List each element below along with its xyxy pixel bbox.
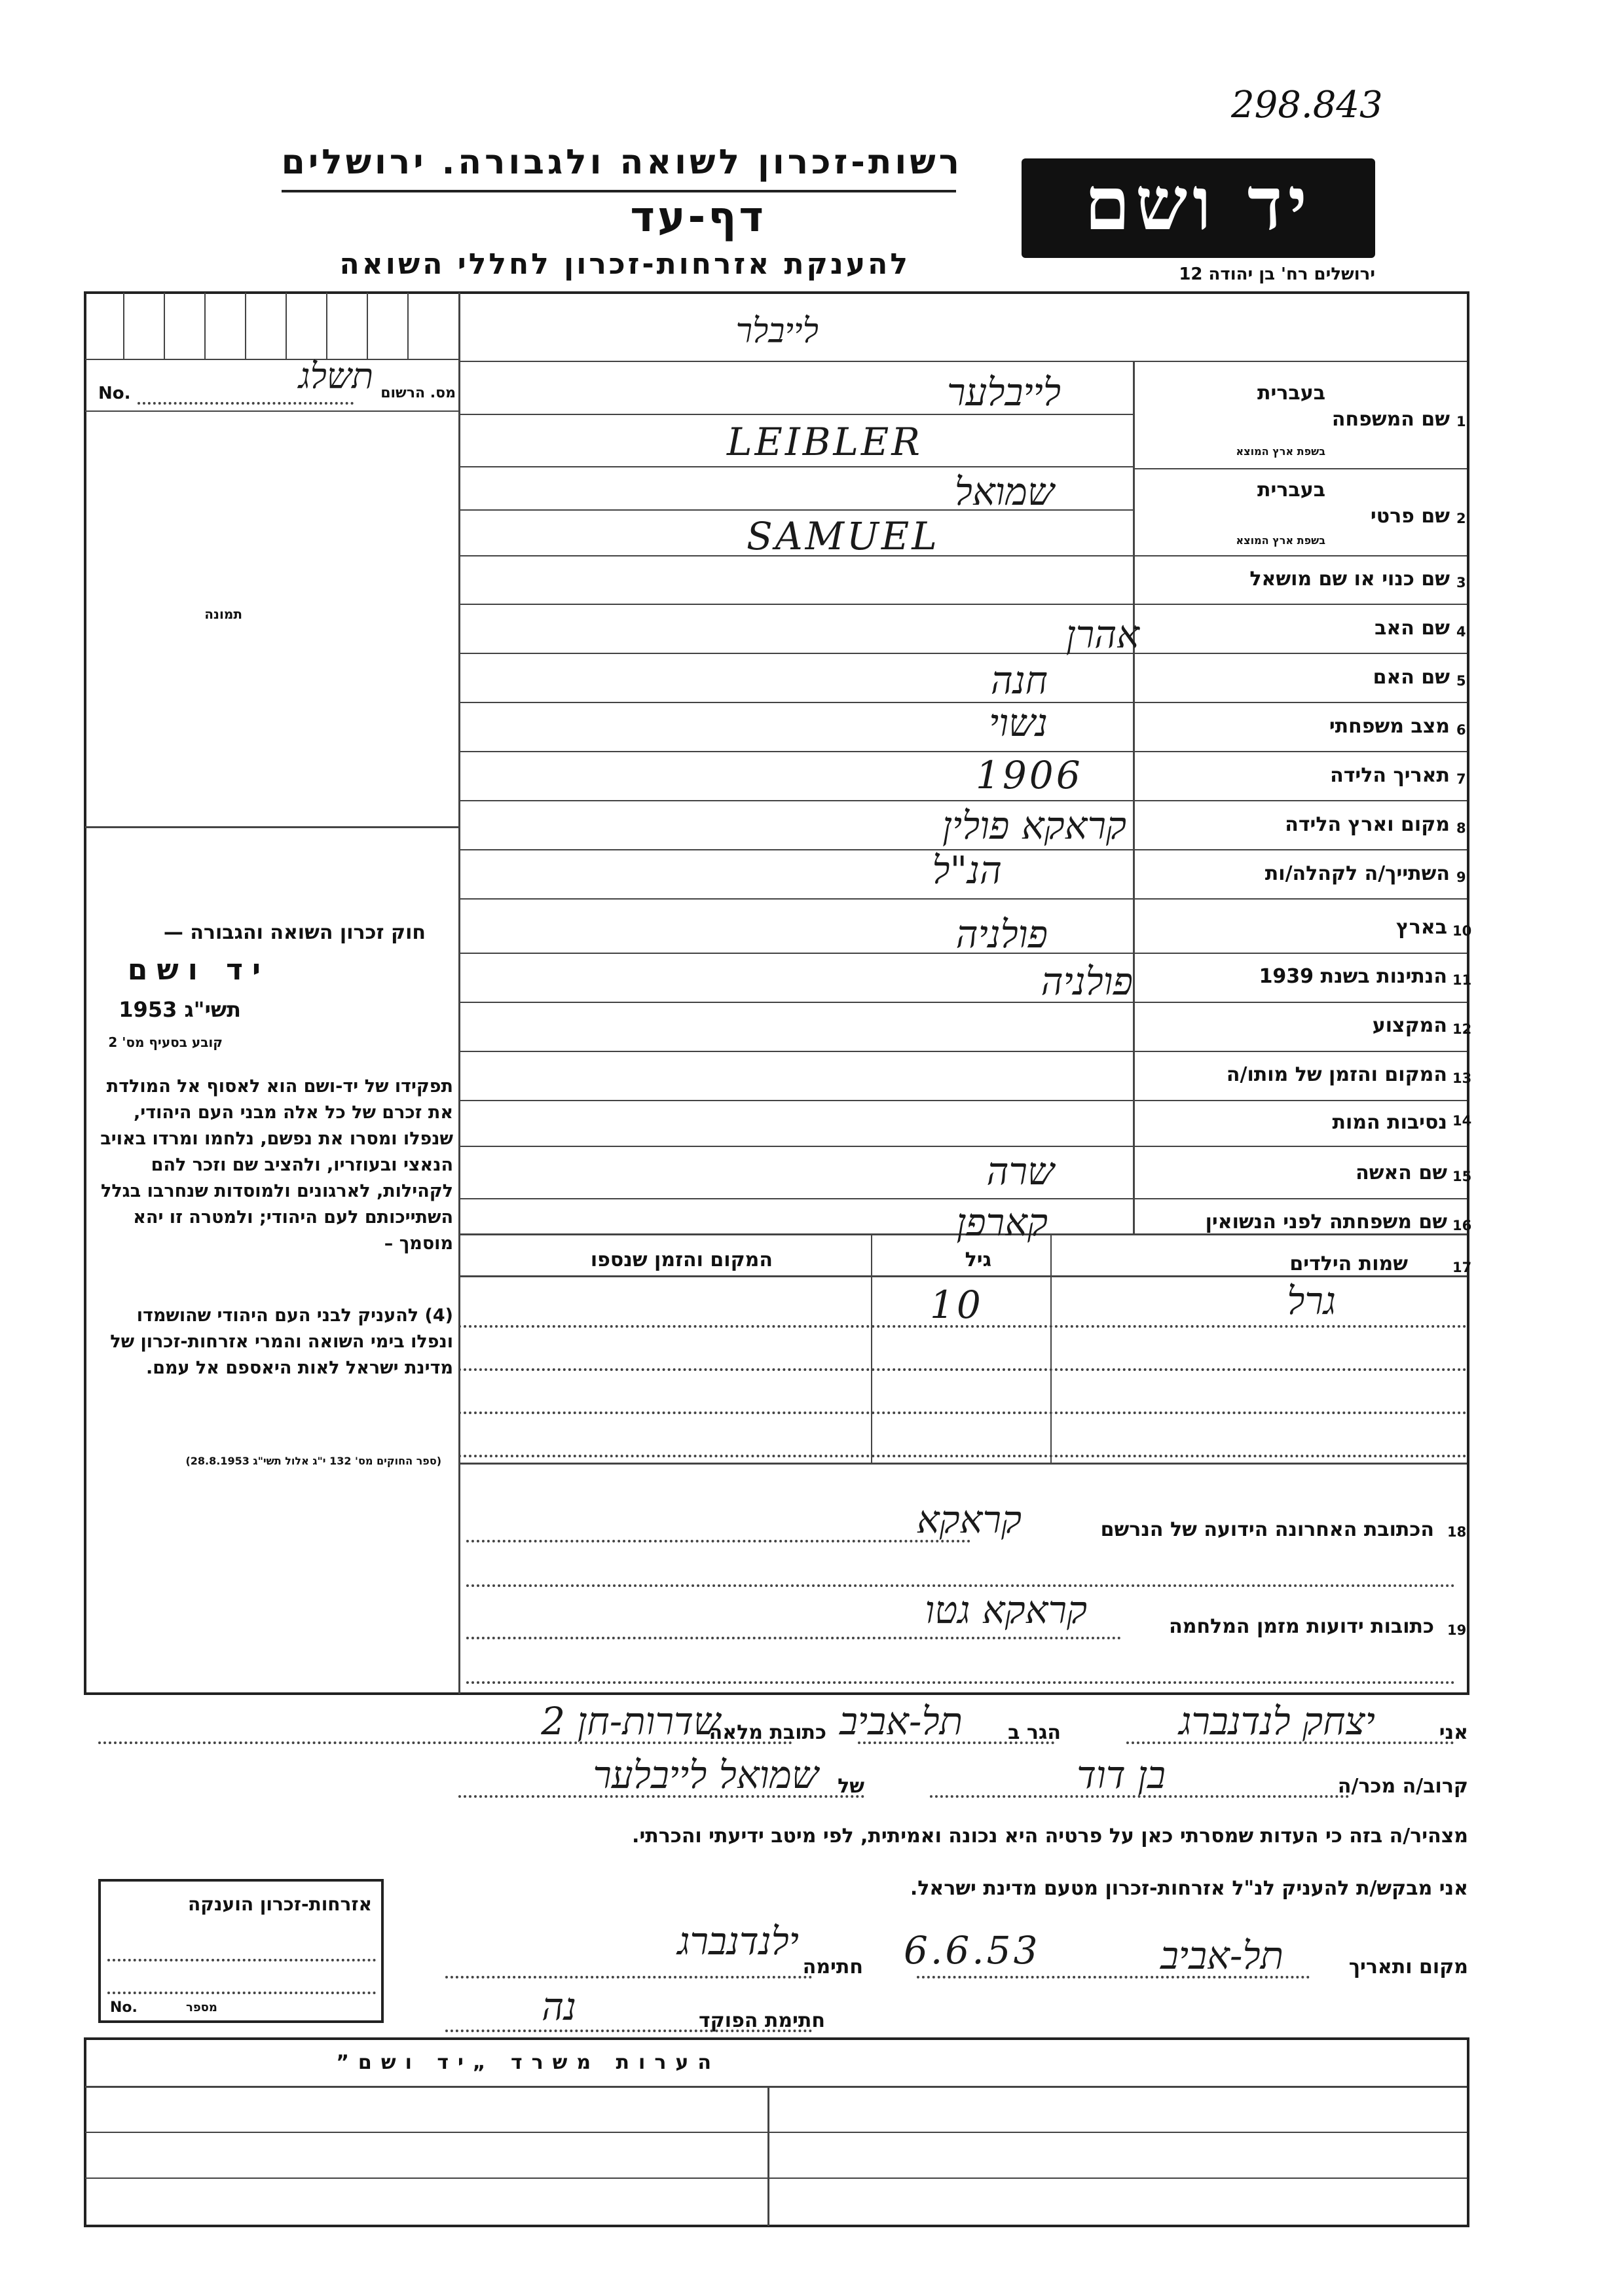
field-7-number: 7	[1456, 771, 1466, 787]
field-10-number: 10	[1452, 923, 1472, 939]
reg-box-divider	[326, 293, 327, 359]
notes-divider	[767, 2086, 769, 2226]
law-org: יד ושם	[127, 953, 270, 987]
field-2-hebrew: בעברית	[1257, 479, 1325, 501]
field-12-number: 12	[1452, 1021, 1472, 1037]
form-subtitle: להענקת אזרחות-זכרון לחללי השואה	[339, 247, 910, 281]
writing-line	[458, 751, 1133, 752]
writing-line	[458, 800, 1133, 801]
writing-line	[458, 849, 1133, 850]
law-paragraph-2: (4) להעניק לבני העם היהודי שהושמדו ונפלו בימי השואה והמרי אזרחות-זכרון של מדינת ישראל לאות היאספם אל עמם.	[110, 1305, 453, 1378]
notes-line	[85, 2132, 1467, 2133]
handwritten-date: 6.6.53	[904, 1928, 1041, 1973]
field-4-number: 4	[1456, 624, 1466, 640]
children-age-header: גיל	[965, 1248, 991, 1271]
label-row-line	[1133, 604, 1467, 605]
field-1-native: בשפת ארץ המוצא	[1236, 445, 1325, 458]
reg-box-divider	[245, 293, 246, 359]
decl-officer-label: חתימת הפוקד	[699, 2009, 825, 2032]
decl-signature-label: חתימה	[802, 1956, 863, 1978]
field-12-label: המקצוע	[1372, 1014, 1447, 1037]
field-1-hebrew: בעברית	[1257, 382, 1325, 405]
law-clause: קובע בסעיף מס' 2	[108, 1034, 223, 1050]
handwritten-wife-maiden: קארפן	[956, 1200, 1048, 1245]
label-row-line	[1133, 468, 1467, 469]
handwritten-child-age: 10	[930, 1283, 984, 1327]
children-bottom-line	[458, 1463, 1467, 1465]
field-9-number: 9	[1456, 869, 1466, 885]
reg-box-divider	[367, 293, 368, 359]
field-18-label: הכתובת האחרונה הידועה של הנרשם	[1100, 1518, 1434, 1541]
children-place-header: המקום והזמן שנספו	[590, 1248, 773, 1271]
handwritten-top-name: לייבלר	[735, 312, 819, 351]
document-number: 298.843	[1231, 84, 1383, 126]
handwritten-birthplace: קראקא פולין	[942, 803, 1126, 848]
field-10-label: בארץ	[1395, 916, 1447, 939]
children-dotted-row	[458, 1455, 1467, 1457]
writing-line	[458, 1100, 1133, 1101]
grant-box	[98, 1879, 384, 2023]
field-9-label: השתייך/ה לקהלה/ות	[1264, 862, 1450, 885]
grant-title: אזרחות-זכרון הוענקה	[188, 1893, 372, 1915]
field-15-number: 15	[1452, 1169, 1472, 1184]
handwritten-officer: נה	[542, 1984, 576, 2029]
field-18-dotted-line	[466, 1540, 970, 1542]
writing-line	[458, 604, 1133, 605]
handwritten-father: אהרן	[1065, 612, 1139, 657]
label-row-line	[1133, 1100, 1467, 1101]
reg-box-divider	[164, 293, 165, 359]
decl-signature-line	[445, 1976, 812, 1978]
handwritten-deceased: שמואל לייבלער	[593, 1753, 819, 1797]
grant-no-label: No.	[110, 1999, 138, 2016]
field-1-number: 1	[1456, 414, 1466, 429]
label-row-line	[1133, 653, 1467, 654]
decl-officer-line	[445, 2030, 812, 2032]
handwritten-relation: בן דוד	[1077, 1753, 1166, 1797]
handwritten-signature: ילנדנברג	[677, 1919, 799, 1963]
children-names-header: שמות הילדים	[1289, 1252, 1408, 1275]
law-source: (ספר החוקים מס' 132 י"ג אלול תשי"ג 28.8.1953)	[185, 1455, 441, 1467]
notes-header-line	[85, 2086, 1467, 2088]
handwritten-war-address: קראקא גטו	[925, 1588, 1087, 1632]
handwritten-birth-date: 1906	[976, 753, 1083, 797]
handwritten-full-address: שדרות-חן 2	[541, 1699, 720, 1743]
reg-row-line	[85, 359, 458, 360]
grant-number-label: מספר	[186, 2001, 217, 2014]
reg-box-divider	[286, 293, 287, 359]
field-2-number: 2	[1456, 511, 1466, 526]
label-row-line	[1133, 702, 1467, 703]
writing-line	[458, 466, 1133, 467]
label-row-line	[1133, 1002, 1467, 1003]
law-paragraph-1: תפקידו של יד-ושם הוא לאסוף אל המולדת את זכרם של כל אלה מבני העם היהודי, שנפלו ומסרו את נפשם, נלחמו ומרדו באויב הנאצי ובעוזריו, ולהציב שם וזכר להם לקהילות, לארגונים ולמוסדות שנחרבו בגלל השתייכותם לעם היהודי; ולמטרה זו יהא מוסמך –	[100, 1076, 453, 1254]
label-row-line	[1133, 800, 1467, 801]
children-dotted-row	[458, 1412, 1467, 1414]
handwritten-declarant: יצחק לנדנברג	[1179, 1699, 1375, 1743]
children-dotted-row	[458, 1368, 1467, 1371]
writing-line	[458, 1051, 1133, 1052]
field-13-label: המקום והזמן של מותו/ה	[1226, 1063, 1447, 1086]
children-col-divider	[1050, 1233, 1052, 1463]
reg-no-label: No.	[98, 384, 131, 403]
field-19-dotted-line-2	[466, 1681, 1455, 1684]
decl-relative: קרוב/ה מכר/ה	[1337, 1775, 1468, 1798]
field-11-label: הנתינות בשנת 1939	[1259, 965, 1447, 988]
decl-request: אני מבקש/ת להעניק לנ"ל אזרחות-זכרון מטעם מדינת ישראל.	[910, 1877, 1468, 1900]
label-row-line	[1133, 953, 1467, 954]
field-2-native: בשפת ארץ המוצא	[1236, 534, 1325, 547]
decl-statement: מצהיר/ה בזה כי העדות שמסרתי כאן על פרטיה היא נכונה ואמיתית, לפי מיטב ידיעתי והכרתי.	[632, 1825, 1468, 1848]
notes-line	[85, 2178, 1467, 2179]
writing-line	[458, 1198, 1133, 1199]
field-8-label: מקום וארץ הלידה	[1285, 813, 1450, 836]
field-3-label: שם כנוי או שם מושאל	[1249, 568, 1450, 591]
yad-vashem-logo	[1022, 158, 1375, 258]
handwritten-given-hebrew: שמואל	[954, 469, 1054, 514]
label-row-line	[1133, 1146, 1467, 1147]
form-title: דף-עד	[630, 193, 766, 242]
field-7-label: תאריך הלידה	[1330, 764, 1450, 787]
field-15-label: שם האשה	[1356, 1161, 1447, 1184]
handwritten-surname-native: LEIBLER	[727, 420, 923, 464]
writing-line	[458, 898, 1133, 900]
handwritten-citizenship: פולניה	[1041, 959, 1133, 1004]
field-5-label: שם האם	[1373, 666, 1450, 689]
field-4-label: שם האב	[1375, 617, 1450, 640]
label-row-line	[1133, 555, 1467, 556]
handwritten-last-address: קראקא	[916, 1497, 1022, 1542]
decl-full-address: כתובת מלאה	[709, 1721, 826, 1744]
field-14-number: 14	[1452, 1113, 1472, 1129]
handwritten-community: הנ"ל	[932, 848, 1002, 892]
field-11-number: 11	[1452, 972, 1472, 988]
handwritten-mother: חנה	[990, 658, 1048, 702]
reg-box-divider	[123, 293, 124, 359]
label-row-line	[1133, 1198, 1467, 1199]
field-8-number: 8	[1456, 820, 1466, 836]
reg-label: מס. הרשום	[380, 385, 456, 401]
field-2-label: שם פרטי	[1370, 505, 1450, 528]
field-3-number: 3	[1456, 575, 1466, 591]
office-notes-title: הערות משרד „יד ושם”	[336, 2051, 720, 2074]
grant-dotted-line-2	[107, 1992, 376, 1994]
field-16-number: 16	[1452, 1218, 1472, 1233]
handwritten-place: תל-אביב	[1160, 1933, 1283, 1978]
field-6-number: 6	[1456, 722, 1466, 738]
writing-line	[458, 1146, 1133, 1147]
decl-residing: הגר ב	[1008, 1721, 1061, 1744]
handwritten-child-name: גרל	[1287, 1279, 1336, 1323]
field-19-number: 19	[1447, 1622, 1467, 1638]
photo-label: תמונה	[204, 606, 242, 622]
children-col-divider	[871, 1233, 872, 1463]
writing-line	[458, 653, 1133, 654]
left-column-divider	[458, 293, 460, 1694]
reg-box-divider	[204, 293, 206, 359]
field-6-label: מצב משפחתי	[1329, 715, 1450, 738]
writing-line	[458, 1002, 1133, 1003]
grant-dotted-line-1	[107, 1959, 376, 1961]
label-row-line	[1133, 849, 1467, 850]
reg-box-divider	[407, 293, 409, 359]
law-title: חוק זכרון השואה והגבורה —	[163, 921, 426, 944]
law-year: תשי"ג 1953	[119, 997, 241, 1022]
authority-line: רשות-זכרון לשואה ולגבורה. ירושלים	[281, 143, 963, 182]
label-row-line	[1133, 751, 1467, 752]
field-5-number: 5	[1456, 673, 1466, 689]
address-line: ירושלים רח' בן יהודה 12	[1179, 264, 1375, 284]
field-19-dotted-line	[466, 1637, 1121, 1639]
field-17-number: 17	[1452, 1260, 1472, 1275]
decl-of: של	[838, 1775, 864, 1798]
decl-i: אני	[1439, 1721, 1468, 1744]
handwritten-wife: שרה	[986, 1149, 1054, 1194]
handwritten-country: פולניה	[955, 912, 1048, 957]
field-16-label: שם משפחתה לפני הנשואין	[1205, 1211, 1447, 1233]
label-row-line	[1133, 1051, 1467, 1052]
handwritten-given-native: SAMUEL	[747, 514, 940, 558]
handwritten-reg-no: תשלג	[298, 355, 373, 397]
label-row-line	[1133, 898, 1467, 900]
handwritten-marital: נשוי	[989, 701, 1048, 745]
top-name-line	[458, 361, 1467, 362]
field-14-label: נסיבות המות	[1332, 1111, 1447, 1134]
label-column-divider	[1133, 361, 1135, 1233]
authority-underline	[282, 190, 956, 192]
decl-place-date: מקום ותאריך	[1348, 1956, 1468, 1978]
handwritten-residence: תל-אביב	[839, 1699, 963, 1743]
form-frame	[84, 291, 1472, 1695]
handwritten-surname-hebrew: לייבלער	[947, 370, 1061, 414]
field-1-label: שם המשפחה	[1331, 408, 1450, 431]
logo-text: יד ושם	[1084, 161, 1313, 247]
reg-row-bottom	[85, 410, 458, 412]
field-18-number: 18	[1447, 1524, 1467, 1540]
field-19-label: כתובות ידועות מזמן המלחמה	[1169, 1615, 1434, 1638]
children-header-line	[458, 1275, 1467, 1277]
field-13-number: 13	[1452, 1070, 1472, 1086]
reg-dotted-line	[138, 402, 354, 405]
photo-box-bottom	[85, 826, 458, 828]
field-18-dotted-line-2	[466, 1584, 1455, 1587]
